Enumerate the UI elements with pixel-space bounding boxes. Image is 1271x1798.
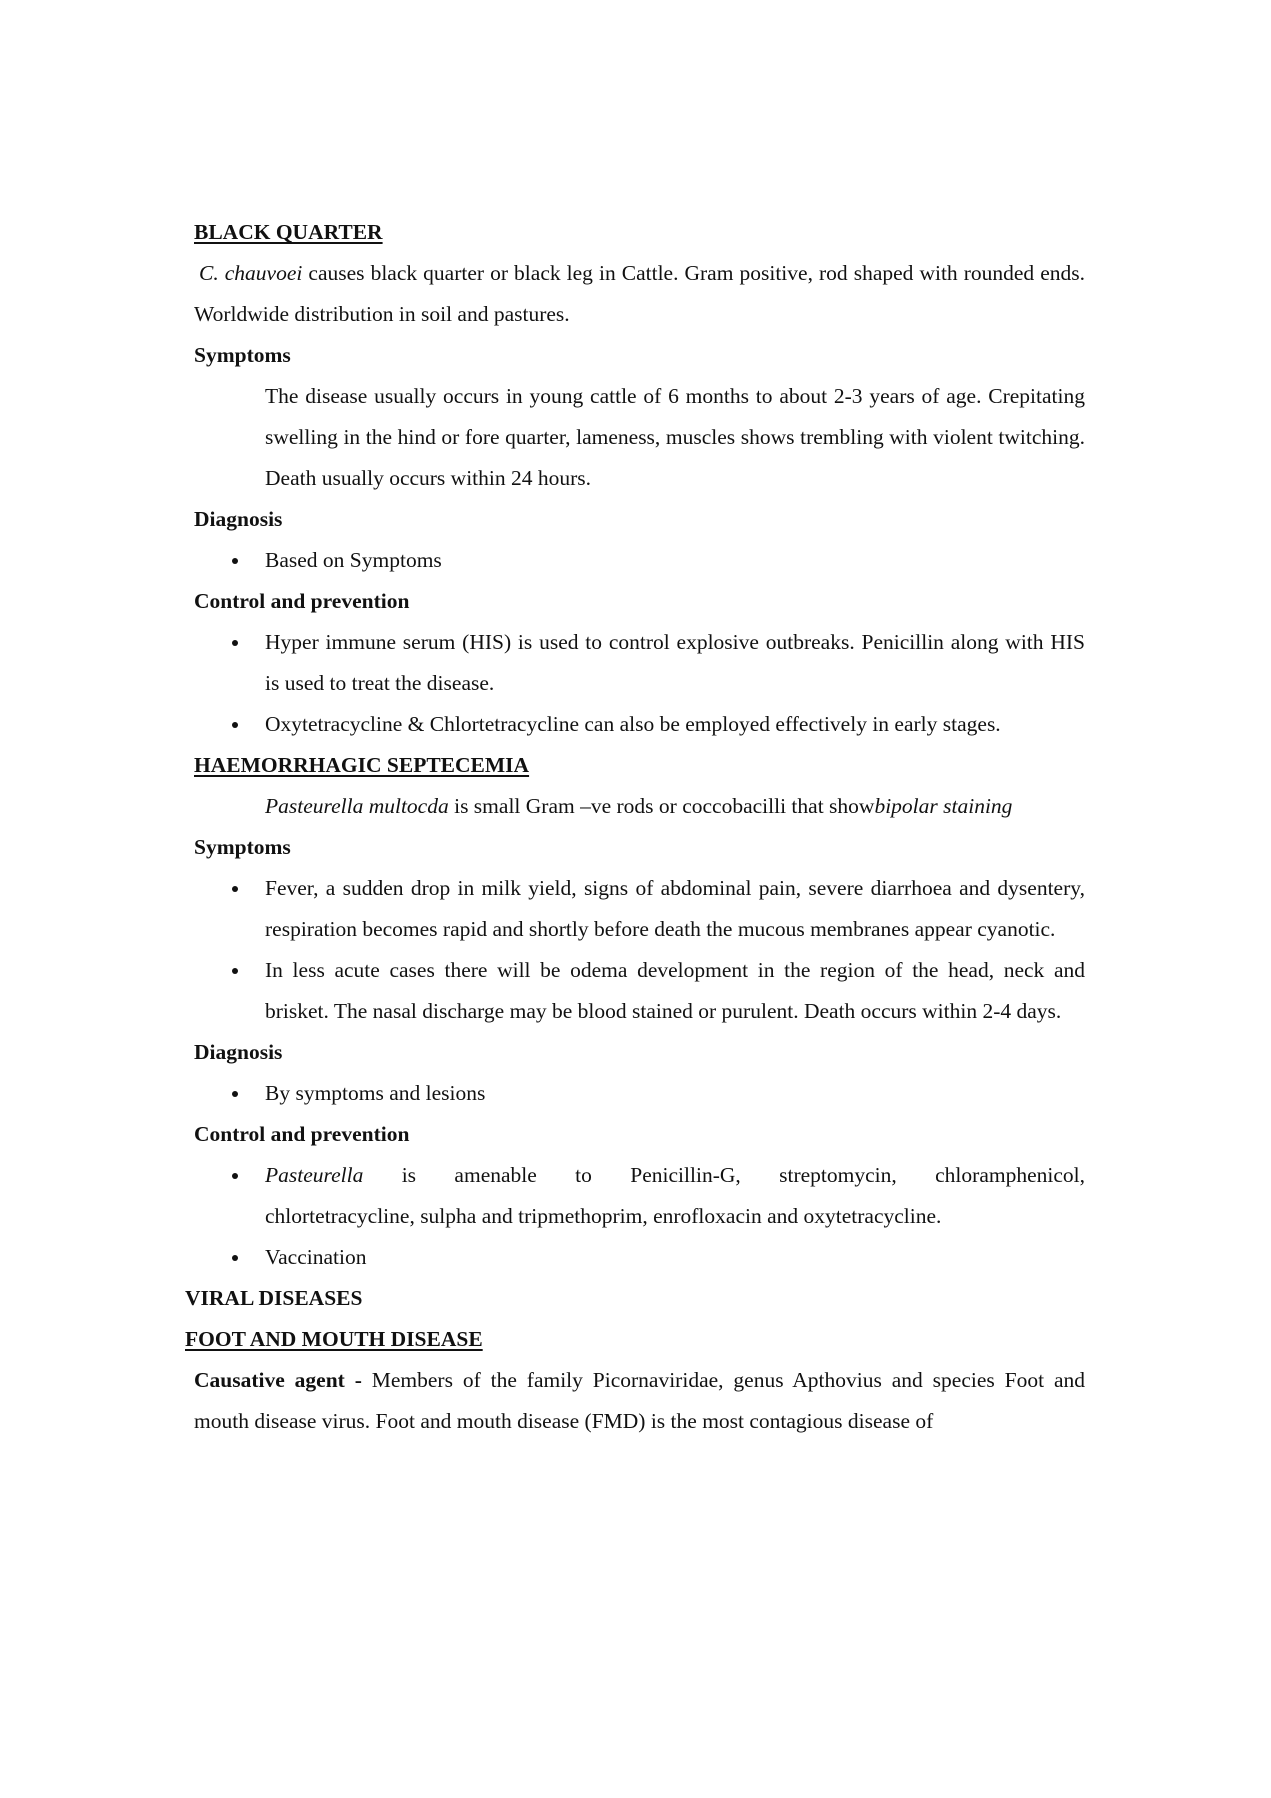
- causative-text: Members of the family Picornaviridae, genus Apthovius and species Foot and mouth disease virus. Foot and mouth disease (FMD) is the most contagious disease of: [194, 1368, 1085, 1433]
- subheading-control: Control and prevention: [194, 589, 410, 613]
- list-item: [265, 1073, 1085, 1114]
- list-item: [265, 868, 1085, 950]
- black-quarter-control-list: [194, 622, 1085, 745]
- list-item-text: By symptoms and lesions: [265, 1081, 486, 1105]
- hs-diagnosis-list: [194, 1073, 1085, 1114]
- intro-text: is small Gram –ve rods or coccobacilli that show: [448, 794, 875, 818]
- page-content: [185, 212, 1085, 1442]
- section-title-haemorrhagic-septicemia: HAEMORRHAGIC SEPTECEMIA: [194, 753, 530, 777]
- list-item: [265, 1237, 1085, 1278]
- bullet-icon: [232, 1237, 242, 1278]
- bullet-icon: [232, 1073, 242, 1114]
- bullet-icon: [232, 704, 242, 745]
- list-item-text: is amenable to Penicillin-G, streptomycin, chloramphenicol,: [363, 1163, 1085, 1187]
- list-item-text: chlortetracycline, sulpha and tripmethoprim, enrofloxacin and oxytetracycline.: [265, 1204, 942, 1228]
- black-quarter-intro: [194, 253, 1085, 335]
- bullet-icon: [232, 1155, 242, 1196]
- causative-label: Causative agent -: [194, 1368, 362, 1392]
- hs-intro: [265, 786, 1085, 827]
- hs-symptoms-list: [194, 868, 1085, 1032]
- list-item: [265, 950, 1085, 1032]
- fmd-causative-agent: [194, 1360, 1085, 1442]
- hs-control-list: [194, 1155, 1085, 1278]
- subheading-symptoms: Symptoms: [194, 835, 291, 859]
- list-item-text: Hyper immune serum (HIS) is used to control explosive outbreaks. Penicillin along with HIS is used to treat the disease.: [265, 630, 1085, 695]
- list-item-text: Fever, a sudden drop in milk yield, signs of abdominal pain, severe diarrhoea and dysentery, respiration becomes rapid and shortly before death the mucous membranes appear cyanotic.: [265, 876, 1085, 941]
- intro-italic-tail: bipolar staining: [874, 794, 1013, 818]
- black-quarter-diagnosis-list: [194, 540, 1085, 581]
- bullet-icon: [232, 950, 242, 991]
- list-item: [265, 1155, 1085, 1196]
- list-item-text: Vaccination: [265, 1245, 367, 1269]
- section-title-viral-diseases: VIRAL DISEASES: [185, 1286, 363, 1310]
- section-title-fmd: FOOT AND MOUTH DISEASE: [185, 1327, 483, 1351]
- genus-name: Pasteurella: [265, 1163, 364, 1187]
- list-item-text: Oxytetracycline & Chlortetracycline can also be employed effectively in early stages.: [265, 712, 1001, 736]
- subheading-symptoms: Symptoms: [194, 343, 291, 367]
- list-item-text: Based on Symptoms: [265, 548, 442, 572]
- intro-text: causes black quarter or black leg in Cattle. Gram positive, rod shaped with rounded ends. Worldwide distribution in soil and pastures.: [194, 261, 1085, 326]
- bullet-icon: [232, 868, 242, 909]
- bullet-icon: [232, 540, 242, 581]
- subheading-diagnosis: Diagnosis: [194, 507, 283, 531]
- subheading-control: Control and prevention: [194, 1122, 410, 1146]
- black-quarter-symptoms-text: The disease usually occurs in young cattle of 6 months to about 2-3 years of age. Crepitating swelling in the hind or fore quarter, lameness, muscles shows trembling with violent twitching. Death usually occurs within 24 hours.: [265, 384, 1085, 490]
- section-title-black-quarter: BLACK QUARTER: [194, 220, 383, 244]
- list-item: [265, 704, 1085, 745]
- species-name: C. chauvoei: [199, 261, 303, 285]
- subheading-diagnosis: Diagnosis: [194, 1040, 283, 1064]
- species-name: Pasteurella multocda: [265, 794, 449, 818]
- list-item-text: In less acute cases there will be odema development in the region of the head, neck and brisket. The nasal discharge may be blood stained or purulent. Death occurs within 2-4 days.: [265, 958, 1085, 1023]
- list-item: [265, 622, 1085, 704]
- list-item-continuation: [265, 1196, 1085, 1237]
- bullet-icon: [232, 622, 242, 663]
- list-item: [265, 540, 1085, 581]
